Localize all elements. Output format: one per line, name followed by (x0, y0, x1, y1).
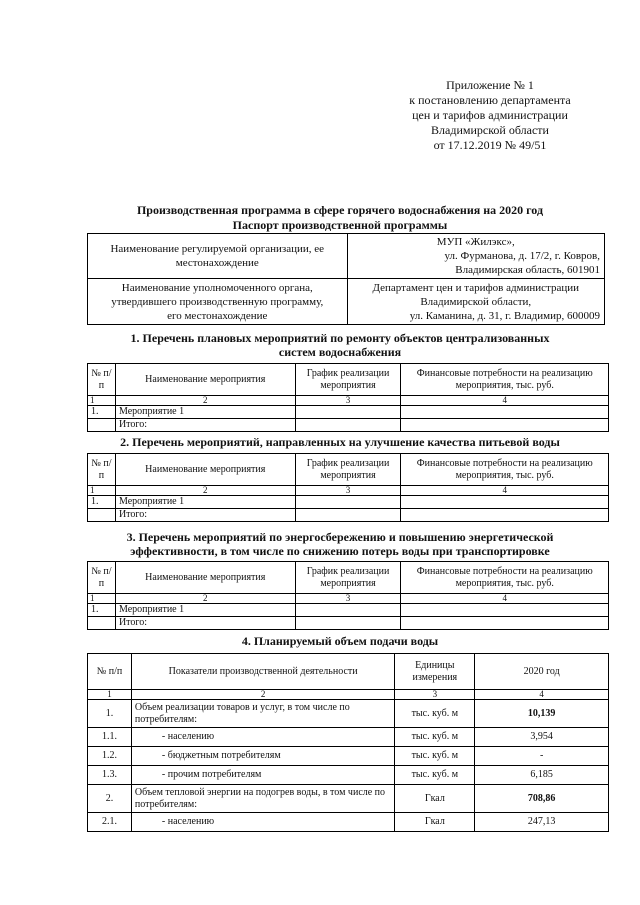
total-schedule (295, 617, 401, 630)
row-name: Мероприятие 1 (115, 496, 295, 509)
row-indicator: - бюджетным потребителям (131, 747, 394, 766)
row-name: Мероприятие 1 (115, 406, 295, 419)
total-row (88, 419, 609, 432)
row-num: 2. (88, 785, 132, 813)
table-row (88, 700, 609, 728)
row-schedule (295, 604, 401, 617)
col-number: 3 (295, 396, 401, 406)
col-header-year: 2020 год (475, 654, 609, 690)
authority-value (347, 279, 604, 325)
table-row (88, 766, 609, 785)
row-schedule (295, 496, 401, 509)
row-finance (401, 604, 609, 617)
sub-title: Паспорт производственной программы (232, 218, 448, 232)
total-empty (88, 419, 116, 432)
col-number: 2 (131, 690, 394, 700)
authority-label-line: его местонахождение (167, 309, 268, 322)
col-number: 1 (88, 594, 116, 604)
column-number-row (88, 594, 609, 604)
org-value-line: Владимирская область, 601901 (455, 264, 600, 276)
col-header-finance: Финансовые потребности на реализацию мероприятия, тыс. руб. (401, 454, 609, 486)
row-value: 10,139 (475, 700, 609, 728)
col-number: 1 (88, 690, 132, 700)
col-header-num: № п/п (88, 364, 116, 396)
total-label: Итого: (115, 617, 295, 630)
section1-table (87, 363, 609, 432)
table-row (88, 496, 609, 509)
row-num: 1. (88, 700, 132, 728)
total-empty (88, 617, 116, 630)
table-header-row (88, 454, 609, 486)
row-num: 1.3. (88, 766, 132, 785)
authority-label-line: Наименование уполномоченного органа, (121, 281, 313, 294)
row-unit: тыс. куб. м (395, 766, 475, 785)
col-number: 4 (401, 486, 609, 496)
authority-label (88, 279, 348, 325)
row-value: 247,13 (475, 813, 609, 832)
table-row (88, 728, 609, 747)
row-num: 1. (88, 406, 116, 419)
section4-table (87, 653, 609, 832)
appendix-line: к постановлению департамента (409, 93, 571, 107)
row-num: 2.1. (88, 813, 132, 832)
total-empty (88, 509, 116, 522)
row-unit: Гкал (395, 813, 475, 832)
row-schedule (295, 406, 401, 419)
passport-row-org (88, 234, 605, 279)
col-header-indicator: Показатели производственной деятельности (131, 654, 394, 690)
col-number: 4 (401, 594, 609, 604)
col-number: 2 (115, 594, 295, 604)
section3-table (87, 561, 609, 630)
col-header-num: № п/п (88, 562, 116, 594)
appendix-line: Приложение № 1 (446, 78, 534, 92)
row-value: 708,86 (475, 785, 609, 813)
total-schedule (295, 509, 401, 522)
row-num: 1. (88, 496, 116, 509)
authority-label-line: утвердившего производственную программу, (111, 295, 324, 308)
section2-table (87, 453, 609, 522)
appendix-line: цен и тарифов администрации (412, 108, 568, 122)
section3-title-line1: 3. Перечень мероприятий по энергосбережению и повышению энергетической (126, 530, 554, 544)
main-title: Производственная программа в сфере горячего водоснабжения на 2020 год (136, 203, 544, 217)
table-row (88, 747, 609, 766)
column-number-row (88, 486, 609, 496)
table-row (88, 406, 609, 419)
appendix-line: Владимирской области (431, 123, 549, 137)
total-row (88, 509, 609, 522)
table-header-row (88, 562, 609, 594)
row-num: 1.1. (88, 728, 132, 747)
col-header-schedule: График реализации мероприятия (295, 364, 401, 396)
total-label: Итого: (115, 509, 295, 522)
col-number: 1 (88, 486, 116, 496)
col-header-num: № п/п (88, 454, 116, 486)
appendix-line: от 17.12.2019 № 49/51 (433, 138, 547, 152)
row-name: Мероприятие 1 (115, 604, 295, 617)
table-header-row (88, 364, 609, 396)
col-header-unit: Единицы измерения (395, 654, 475, 690)
total-schedule (295, 419, 401, 432)
col-number: 3 (295, 594, 401, 604)
org-label: Наименование регулируемой организации, ее местонахождение (88, 234, 348, 279)
row-unit: тыс. куб. м (395, 747, 475, 766)
appendix-header (370, 78, 610, 153)
col-number: 4 (475, 690, 609, 700)
col-number: 4 (401, 396, 609, 406)
col-number: 3 (295, 486, 401, 496)
table-row (88, 604, 609, 617)
row-value: 3,954 (475, 728, 609, 747)
row-num: 1. (88, 604, 116, 617)
total-finance (401, 617, 609, 630)
section1-title-line1: 1. Перечень плановых мероприятий по ремонту объектов централизованных (130, 331, 550, 345)
table-row (88, 813, 609, 832)
row-indicator: - населению (131, 813, 394, 832)
total-row (88, 617, 609, 630)
table-header-row (88, 654, 609, 690)
col-header-schedule: График реализации мероприятия (295, 454, 401, 486)
row-unit: Гкал (395, 785, 475, 813)
total-finance (401, 509, 609, 522)
row-value: - (475, 747, 609, 766)
authority-value-line: Владимирской области, (420, 295, 532, 308)
passport-row-authority (88, 279, 605, 325)
col-number: 3 (395, 690, 475, 700)
total-finance (401, 419, 609, 432)
row-unit: тыс. куб. м (395, 700, 475, 728)
row-indicator: - населению (131, 728, 394, 747)
col-header-name: Наименование мероприятия (115, 364, 295, 396)
col-number: 2 (115, 396, 295, 406)
authority-value-line: ул. Каманина, д. 31, г. Владимир, 600009 (409, 309, 600, 322)
table-row (88, 785, 609, 813)
section1-title-line2: систем водоснабжения (278, 345, 402, 359)
row-indicator: - прочим потребителям (131, 766, 394, 785)
row-num: 1.2. (88, 747, 132, 766)
col-header-finance: Финансовые потребности на реализацию мероприятия, тыс. руб. (401, 364, 609, 396)
col-header-num: № п/п (88, 654, 132, 690)
row-finance (401, 406, 609, 419)
org-value (347, 234, 604, 279)
row-indicator: Объем реализации товаров и услуг, в том числе по потребителям: (131, 700, 394, 728)
col-number: 1 (88, 396, 116, 406)
row-unit: тыс. куб. м (395, 728, 475, 747)
row-indicator: Объем тепловой энергии на подогрев воды, в том числе по потребителям: (131, 785, 394, 813)
authority-value-line: Департамент цен и тарифов администрации (372, 281, 580, 294)
total-label: Итого: (115, 419, 295, 432)
row-value: 6,185 (475, 766, 609, 785)
section3-title-line2: эффективности, в том числе по снижению потерь воды при транспортировке (130, 544, 550, 558)
column-number-row (88, 396, 609, 406)
col-number: 2 (115, 486, 295, 496)
section2-title: 2. Перечень мероприятий, направленных на улучшение качества питьевой воды (120, 435, 560, 449)
org-value-line: МУП «Жилэкс», (436, 236, 515, 248)
org-value-line: ул. Фурманова, д. 17/2, г. Ковров, (444, 250, 600, 262)
section4-title: 4. Планируемый объем подачи воды (241, 634, 439, 648)
col-header-name: Наименование мероприятия (115, 454, 295, 486)
col-header-name: Наименование мероприятия (115, 562, 295, 594)
column-number-row (88, 690, 609, 700)
row-finance (401, 496, 609, 509)
passport-table (87, 233, 605, 325)
col-header-schedule: График реализации мероприятия (295, 562, 401, 594)
col-header-finance: Финансовые потребности на реализацию мероприятия, тыс. руб. (401, 562, 609, 594)
